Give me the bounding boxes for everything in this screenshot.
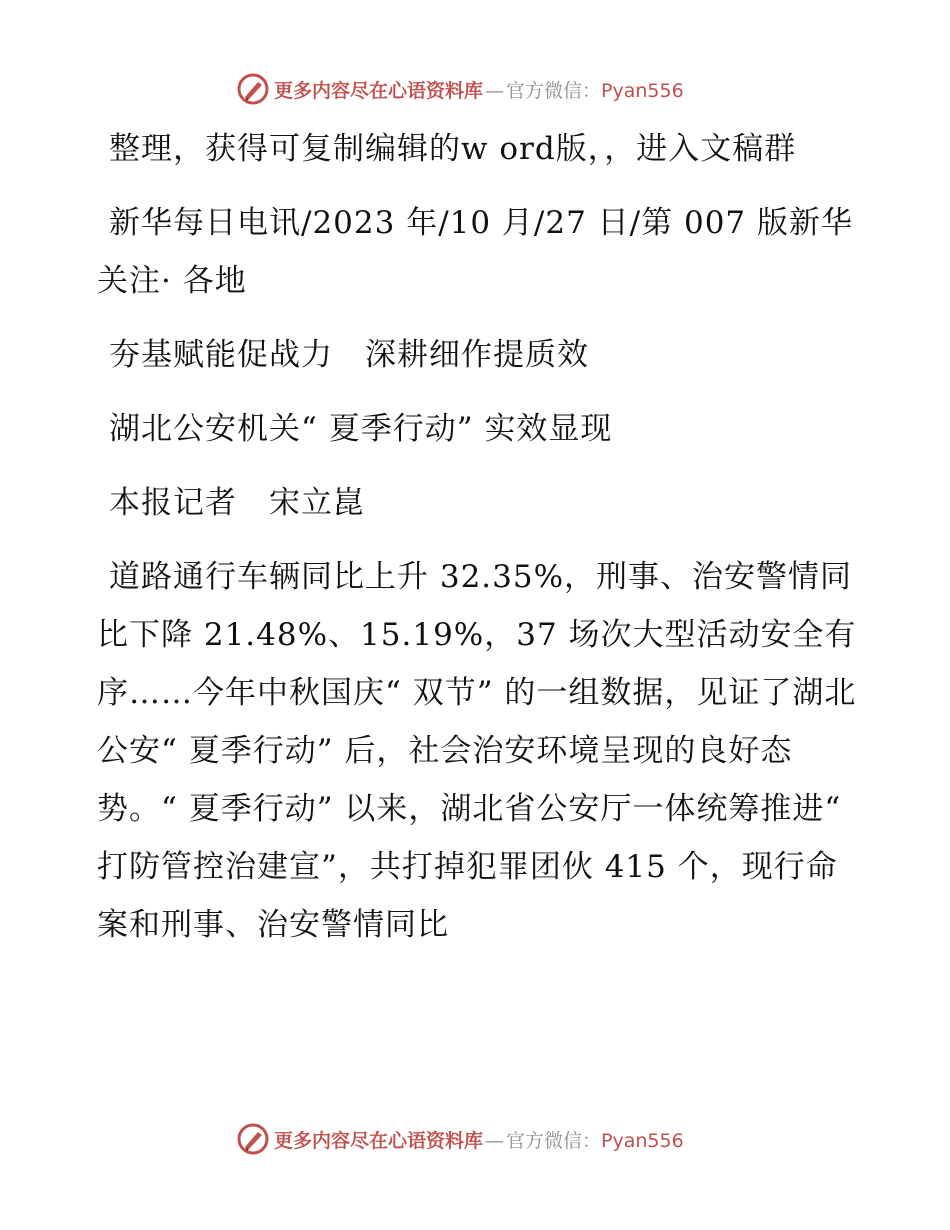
watermark-text: 更多内容尽在心语资料库 — 官方微信：Pyan556 <box>274 1129 684 1152</box>
paragraph-body: 道路通行车辆同比上升 32.35%，刑事、治安警情同比下降 21.48%、15.19%，37 场次大型活动安全有序……今年中秋国庆“ 双节” 的一组数据，见证了湖北公安“ 夏季行动” 后，社会治安环境呈现的良好态势。“ 夏季行动” 以来，湖北省公安厅一体统筹推进“ 打防管控治建宣”，共打掉犯罪团伙 415 个，现行命案和刑事、治安警情同比 <box>97 559 857 943</box>
document-body <box>97 120 857 970</box>
pen-logo-icon <box>236 72 270 106</box>
paragraph-byline: 本报记者 宋立崑 <box>109 485 365 521</box>
paragraph-headline: 夯基赋能促战力 深耕细作提质效 <box>109 337 589 373</box>
header-watermark <box>236 72 684 106</box>
paragraph-source: 新华每日电讯/2023 年/10 月/27 日/第 007 版新华关注· 各地 <box>97 205 854 299</box>
pen-logo-icon <box>236 1122 270 1156</box>
paragraph-subheadline: 湖北公安机关“ 夏季行动” 实效显现 <box>109 411 613 447</box>
paragraph-note: 整理，获得可复制编辑的w ord版，，进入文稿群 <box>109 131 797 167</box>
footer-watermark <box>236 1122 684 1156</box>
watermark-text: 更多内容尽在心语资料库 — 官方微信：Pyan556 <box>274 79 684 102</box>
